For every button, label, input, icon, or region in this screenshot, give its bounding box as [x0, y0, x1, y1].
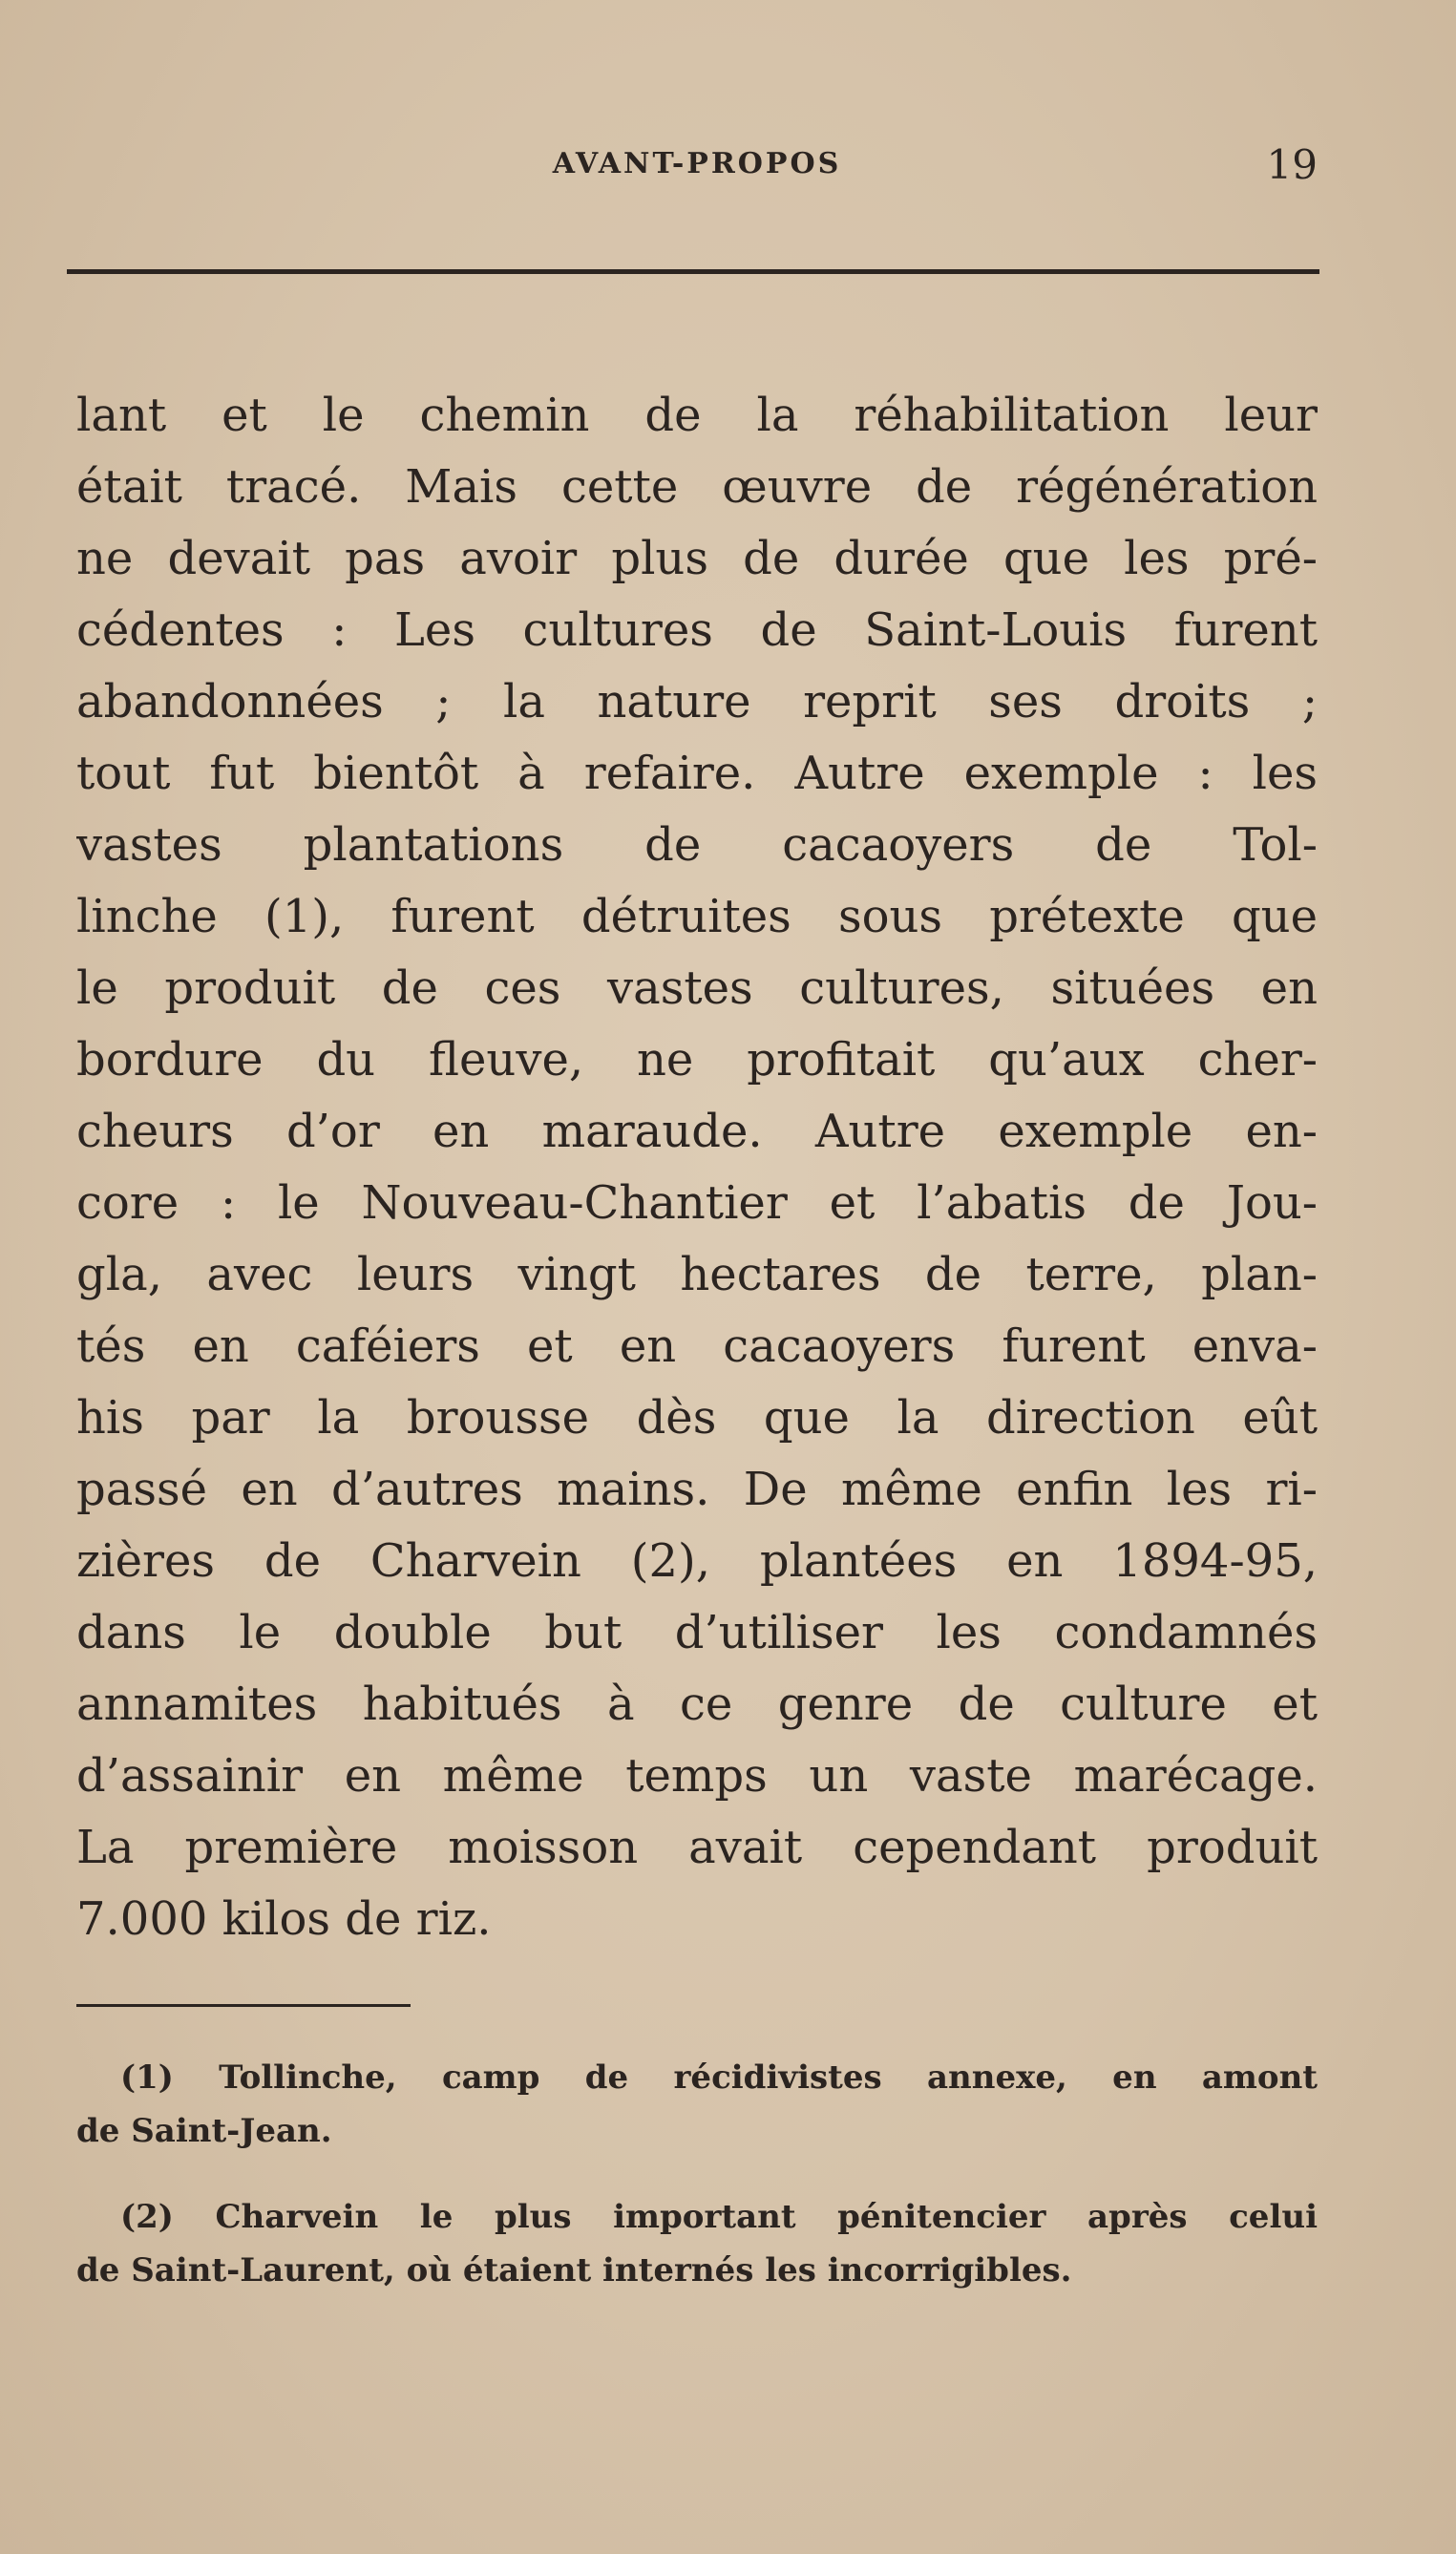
footnote-spacer [76, 2158, 1318, 2190]
header-rule [67, 269, 1319, 274]
text-line: tout fut bientôt à refaire. Autre exemple : les [76, 747, 1318, 800]
body-paragraph [76, 380, 1318, 1955]
footnote-1-line-1: (1) Tollinche, camp de récidivistes annexe, en amont [120, 2058, 1318, 2097]
footnote-rule [76, 2004, 411, 2007]
text-line: core : le Nouveau-Chantier et l’abatis de Jou- [76, 1176, 1318, 1230]
text-line: annamites habitués à ce genre de culture et [76, 1678, 1318, 1731]
footnote-2-line-1: (2) Charvein le plus important pénitencier après celui [120, 2198, 1318, 2236]
footnotes [76, 2051, 1318, 2297]
text-line: cédentes : Les cultures de Saint-Louis furent [76, 603, 1318, 657]
text-line: gla, avec leurs vingt hectares de terre, plan- [76, 1248, 1318, 1301]
text-line: bordure du fleuve, ne profitait qu’aux cher- [76, 1033, 1318, 1087]
text-line: d’assainir en même temps un vaste marécage. [76, 1749, 1318, 1803]
text-line: ne devait pas avoir plus de durée que les pré- [76, 532, 1318, 585]
text-line: cheurs d’or en maraude. Autre exemple en- [76, 1105, 1318, 1158]
text-line: linche (1), furent détruites sous prétexte que [76, 890, 1318, 943]
text-line: 7.000 kilos de riz. [76, 1892, 492, 1946]
text-line: vastes plantations de cacaoyers de Tol- [76, 818, 1318, 872]
page-number: 19 [1266, 141, 1318, 188]
running-head [76, 141, 1318, 199]
text-line: lant et le chemin de la réhabilitation leur [76, 389, 1318, 442]
text-line: le produit de ces vastes cultures, situées en [76, 961, 1318, 1015]
text-line: zières de Charvein (2), plantées en 1894-95, [76, 1534, 1318, 1588]
text-line: La première moisson avait cependant produit [76, 1821, 1318, 1874]
running-title: AVANT-PROPOS [552, 147, 842, 180]
text-line: abandonnées ; la nature reprit ses droits ; [76, 675, 1318, 728]
text-line: tés en caféiers et en cacaoyers furent enva- [76, 1319, 1318, 1373]
text-line: his par la brousse dès que la direction eût [76, 1391, 1318, 1445]
text-line: était tracé. Mais cette œuvre de régénération [76, 460, 1318, 514]
footnote-1-line-2: de Saint-Jean. [76, 2112, 332, 2150]
text-line: passé en d’autres mains. De même enfin les ri- [76, 1463, 1318, 1516]
footnote-2-line-2: de Saint-Laurent, où étaient internés les incorrigibles. [76, 2251, 1072, 2290]
text-line: dans le double but d’utiliser les condamnés [76, 1606, 1318, 1659]
